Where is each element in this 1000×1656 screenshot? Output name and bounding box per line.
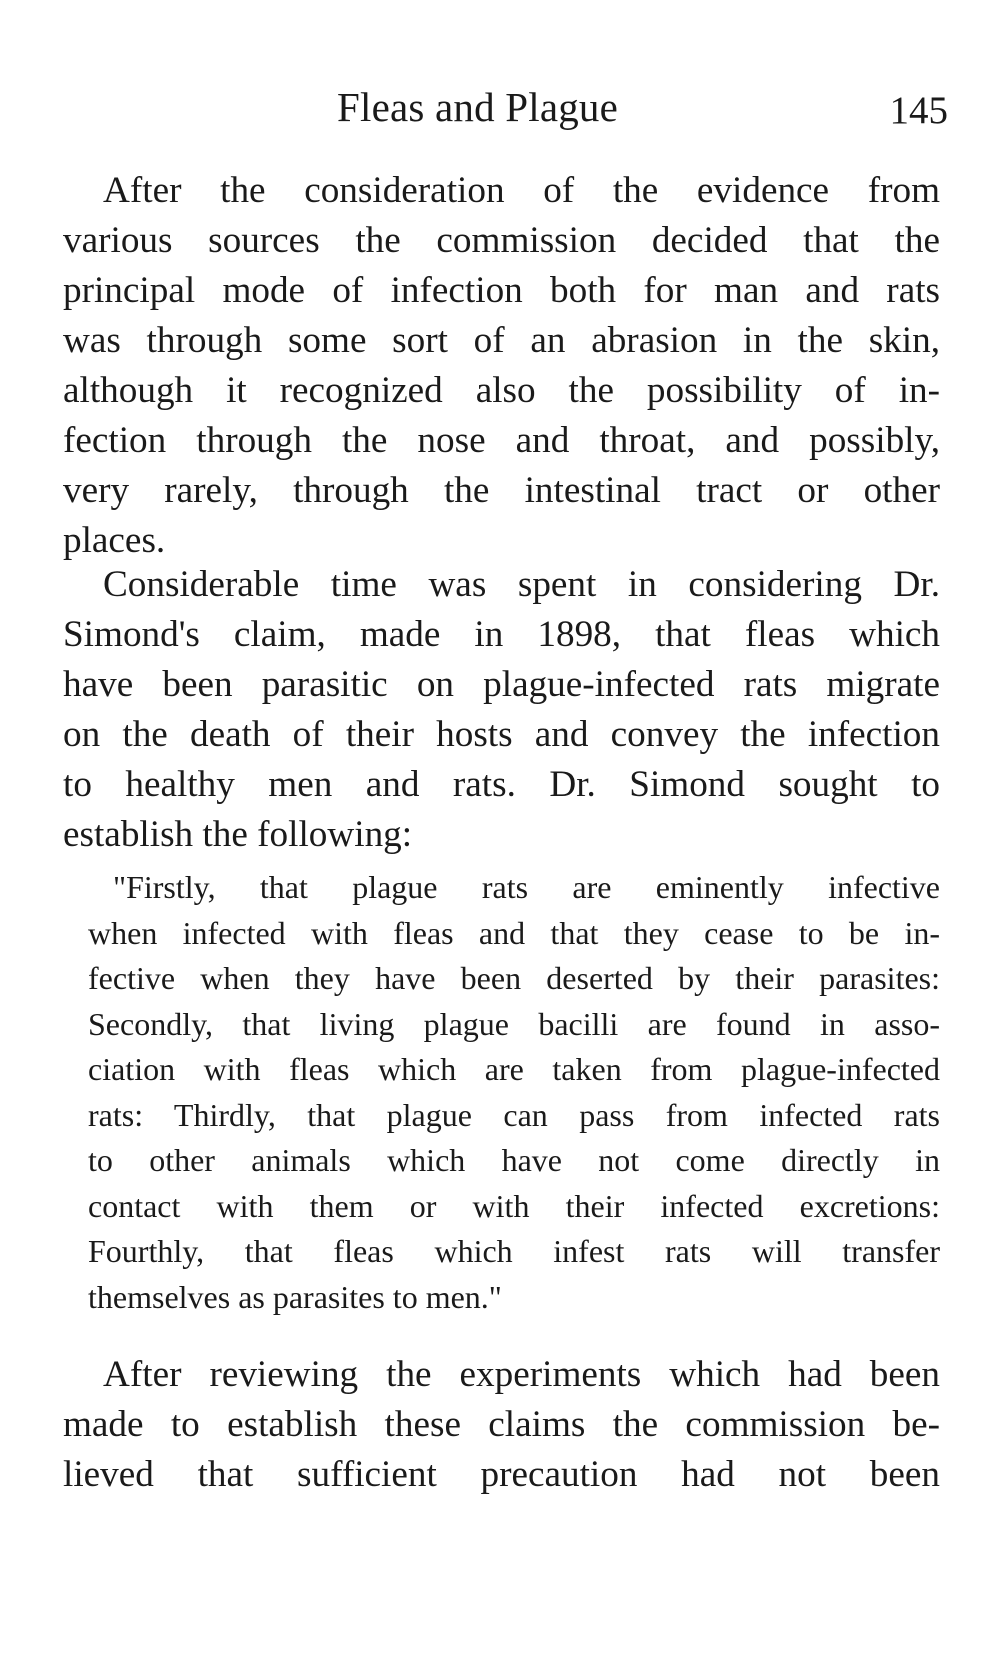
quote-line: themselves as parasites to men." bbox=[88, 1278, 502, 1315]
quote-line: Secondly, that living plague bacilli are found in asso- bbox=[88, 1005, 940, 1042]
text-line: After the consideration of the evidence from bbox=[103, 170, 940, 211]
text-line: very rarely, through the intestinal tract or other bbox=[63, 470, 940, 511]
text-line: establish the following: bbox=[63, 814, 413, 855]
quote-line: to other animals which have not come directly in bbox=[88, 1142, 940, 1178]
text-line: made to establish these claims the commission be- bbox=[63, 1404, 940, 1445]
text-line: fection through the nose and throat, and possibly, bbox=[63, 420, 940, 461]
block-quotation bbox=[63, 865, 940, 1320]
text-line: places. bbox=[63, 520, 166, 561]
text-line: various sources the commission decided that the bbox=[63, 220, 940, 261]
text-line: After reviewing the experiments which had been bbox=[103, 1354, 940, 1395]
quote-line: when infected with fleas and that they cease to be in- bbox=[88, 914, 940, 951]
text-line: have been parasitic on plague-infected rats migrate bbox=[63, 664, 940, 705]
running-title: Fleas and Plague bbox=[337, 84, 619, 130]
paragraph-review-experiments bbox=[63, 1350, 940, 1500]
running-head bbox=[0, 82, 1000, 142]
quote-line: Fourthly, that fleas which infest rats will transfer bbox=[88, 1233, 940, 1269]
quote-line: "Firstly, that plague rats are eminently infective bbox=[113, 869, 940, 905]
text-line: to healthy men and rats. Dr. Simond sought to bbox=[63, 764, 940, 805]
text-line: on the death of their hosts and convey the infection bbox=[63, 714, 940, 755]
text-line: was through some sort of an abrasion in the skin, bbox=[63, 320, 940, 361]
paragraph-commission-decision bbox=[63, 166, 940, 566]
text-line: principal mode of infection both for man and rats bbox=[63, 270, 940, 311]
text-line: Considerable time was spent in considering Dr. bbox=[103, 564, 940, 605]
quote-line: contact with them or with their infected excretions: bbox=[88, 1187, 940, 1224]
quote-line: ciation with fleas which are taken from plague-infected bbox=[88, 1051, 940, 1087]
text-line: although it recognized also the possibility of in- bbox=[63, 370, 940, 411]
page-number: 145 bbox=[889, 89, 948, 132]
quote-line: fective when they have been deserted by their parasites: bbox=[88, 960, 940, 996]
quote-line: rats: Thirdly, that plague can pass from infected rats bbox=[88, 1096, 940, 1133]
text-line: Simond's claim, made in 1898, that fleas which bbox=[63, 614, 940, 655]
paragraph-simond-claim bbox=[63, 560, 940, 860]
text-line: lieved that sufficient precaution had not been bbox=[63, 1454, 940, 1495]
